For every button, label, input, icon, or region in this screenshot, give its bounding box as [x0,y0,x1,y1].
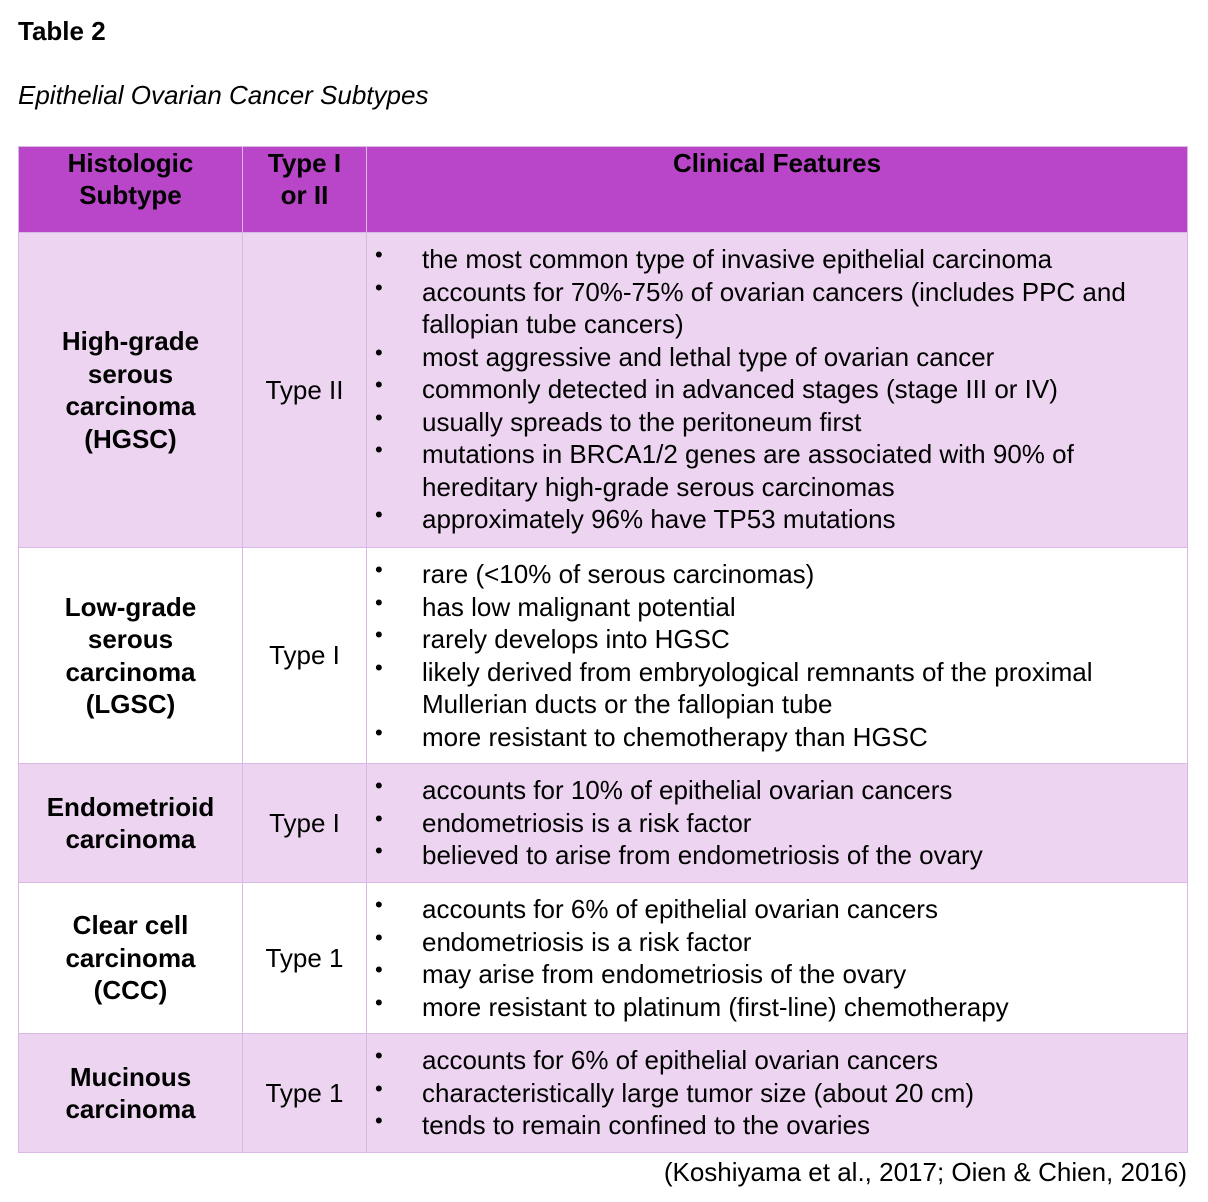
subtype-line: Low-grade [64,591,197,622]
feature-text: accounts for 70%-75% of ovarian cancers (includes PPC and fallopian tube cancers) [422,276,1126,339]
table-label: Table 2 [18,16,106,46]
feature-list [367,243,1177,536]
feature-text: approximately 96% have TP53 mutations [422,504,896,534]
type-cell [243,233,367,548]
subtype-line: carcinoma [65,1094,196,1124]
bullet-icon: • [375,989,383,1015]
feature-item [367,503,1177,536]
subtype-line: carcinoma [65,656,196,687]
header-subtype-line: Histologic [67,148,194,178]
bullet-icon: • [375,924,383,950]
subtype-line: serous [87,624,174,654]
subtype-line: High-grade [61,326,200,356]
feature-item [367,558,1177,591]
type-cell [243,548,367,764]
bullet-icon: • [375,589,383,615]
feature-text: has low malignant potential [422,591,736,622]
feature-item [367,1109,1177,1142]
header-features [367,147,1188,233]
feature-item [367,373,1177,406]
table-row [19,1034,1188,1153]
feature-text: commonly detected in advanced stages (stage III or IV) [422,374,1058,404]
feature-item [367,958,1177,991]
feature-text: endometriosis is a risk factor [422,926,752,957]
subtype-cell [19,883,243,1034]
feature-text: the most common type of invasive epithelial carcinoma [422,244,1053,274]
features-cell [367,548,1188,764]
feature-text: accounts for 6% of epithelial ovarian cancers [422,1045,938,1075]
bullet-icon: • [375,957,383,982]
subtype-line: carcinoma [65,942,196,973]
subtype-cell [19,548,243,764]
feature-item [367,893,1177,926]
feature-text: tends to remain confined to the ovaries [422,1110,871,1140]
subtype-cell [19,1034,243,1153]
feature-item [367,341,1177,374]
subtypes-table [18,146,1188,1153]
feature-text: most aggressive and lethal type of ovarian cancer [422,341,995,372]
subtype-line: (LGSC) [85,689,176,719]
subtype-line: (CCC) [93,975,168,1006]
bullet-icon: • [375,339,383,365]
header-features-label: Clinical Features [672,148,882,178]
subtype-line: carcinoma [65,391,196,421]
bullet-icon: • [375,502,383,527]
header-subtype-line: Subtype [79,180,182,210]
features-cell [367,883,1188,1034]
feature-item [367,623,1177,656]
table-row [19,764,1188,883]
feature-item [367,591,1177,624]
bullet-icon: • [375,838,383,863]
feature-text: characteristically large tumor size (about 20 cm) [422,1077,974,1108]
feature-list [367,1044,1177,1142]
table-row [19,883,1188,1034]
bullet-icon: • [375,773,383,798]
table-row [19,548,1188,764]
feature-item [367,721,1177,754]
subtype-line: carcinoma [65,824,196,854]
type-value: Type I [269,640,340,671]
type-cell [243,764,367,883]
feature-text: mutations in BRCA1/2 genes are associated with 90% of hereditary high-grade serous carcinomas [422,439,1074,502]
feature-item [367,1077,1177,1110]
features-cell [367,233,1188,548]
feature-item [367,438,1177,503]
subtype-cell [19,233,243,548]
feature-text: rarely develops into HGSC [422,624,730,654]
type-value: Type II [265,374,344,405]
feature-item [367,656,1177,721]
bullet-icon: • [375,805,383,831]
feature-item [367,276,1177,341]
subtype-line: Clear cell [72,910,189,941]
features-cell [367,1034,1188,1153]
feature-text: usually spreads to the peritoneum first [422,406,862,437]
feature-text: likely derived from embryological remnants of the proximal Mullerian ducts or the fallopian tube [422,656,1093,719]
type-cell [243,1034,367,1153]
type-value: Type I [269,807,340,838]
bullet-icon: • [375,404,383,430]
feature-item [367,839,1177,872]
feature-text: believed to arise from endometriosis of the ovary [422,840,983,870]
feature-item [367,807,1177,840]
bullet-icon: • [375,719,383,745]
header-type-line: or II [280,180,329,210]
type-cell [243,883,367,1034]
bullet-icon: • [375,1043,383,1068]
feature-item [367,774,1177,807]
feature-list [367,558,1177,753]
feature-item [367,991,1177,1024]
bullet-icon: • [375,372,383,397]
subtype-line: serous [87,358,174,389]
bullet-icon: • [375,654,383,680]
subtype-line: Mucinous [69,1061,192,1092]
feature-text: may arise from endometriosis of the ovary [422,959,907,989]
table-row [19,233,1188,548]
type-value: Type 1 [265,1077,344,1108]
header-subtype [19,147,243,233]
feature-text: accounts for 10% of epithelial ovarian cancers [422,775,953,805]
bullet-icon: • [375,892,383,917]
features-cell [367,764,1188,883]
type-value: Type 1 [265,942,344,973]
subtype-line: (HGSC) [84,423,177,454]
bullet-icon: • [375,274,383,300]
feature-text: endometriosis is a risk factor [422,807,752,838]
subtype-cell [19,764,243,883]
feature-list [367,893,1177,1023]
feature-text: rare (<10% of serous carcinomas) [422,559,815,589]
table-title: Epithelial Ovarian Cancer Subtypes [18,80,429,110]
citation: (Koshiyama et al., 2017; Oien & Chien, 2016) [663,1157,1187,1187]
feature-item [367,926,1177,959]
feature-text: more resistant to chemotherapy than HGSC [422,721,928,752]
bullet-icon: • [375,622,383,647]
bullet-icon: • [375,1075,383,1101]
bullet-icon: • [375,242,383,267]
feature-text: more resistant to platinum (first-line) chemotherapy [422,991,1009,1022]
bullet-icon: • [375,437,383,462]
feature-list [367,774,1177,872]
feature-item [367,243,1177,276]
header-type-line: Type I [267,148,342,178]
header-row [19,147,1188,233]
subtype-line: Endometrioid [46,791,215,822]
feature-item [367,406,1177,439]
feature-item [367,1044,1177,1077]
bullet-icon: • [375,1108,383,1133]
header-type [243,147,367,233]
feature-text: accounts for 6% of epithelial ovarian cancers [422,894,938,924]
bullet-icon: • [375,557,383,582]
